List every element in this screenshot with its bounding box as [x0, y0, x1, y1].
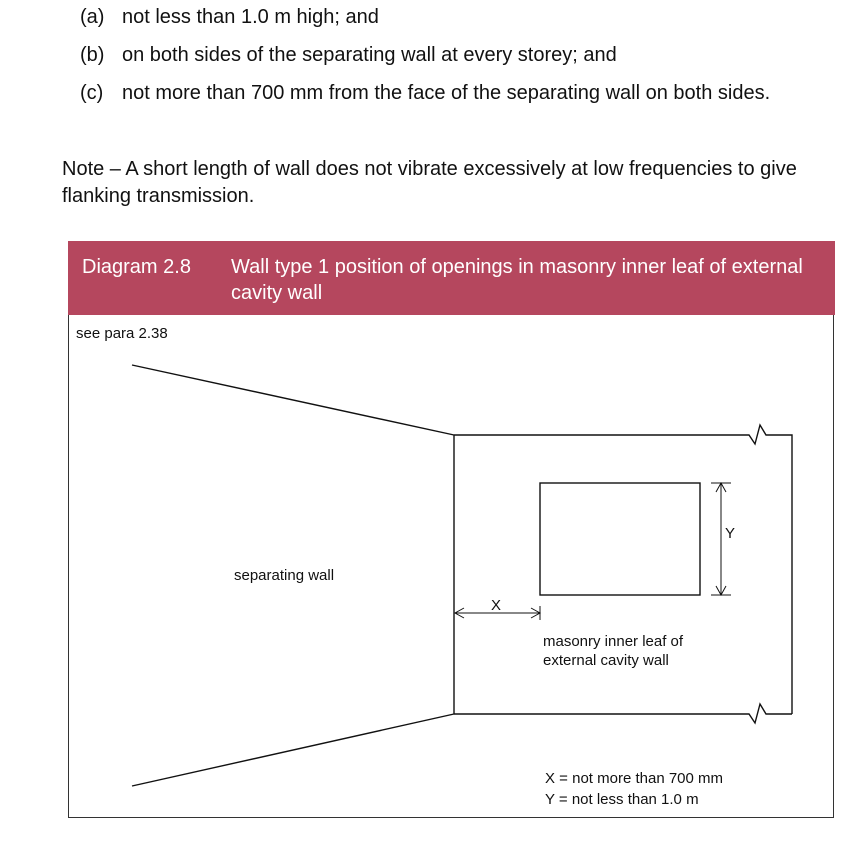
- x-dimension-label: X: [491, 597, 502, 614]
- para-reference: see para 2.38: [76, 325, 168, 342]
- note-paragraph: Note – A short length of wall does not vibrate excessively at low frequencies to give flanking transmission.: [62, 158, 797, 207]
- list-marker: (b): [80, 44, 105, 66]
- lower-splay-line: [132, 714, 454, 786]
- y-dimension-label: Y: [725, 525, 736, 542]
- inner-leaf-label: masonry inner leaf of external cavity wall: [543, 633, 684, 669]
- legend-y: Y = not less than 1.0 m: [545, 791, 699, 808]
- list-marker: (a): [80, 6, 105, 28]
- opening-rectangle: [540, 483, 700, 595]
- inner-leaf-bottom-edge: [454, 704, 792, 723]
- list-text: not less than 1.0 m high; and: [122, 6, 379, 28]
- upper-splay-line: [132, 365, 454, 435]
- diagram-title: Wall type 1 position of openings in masonry inner leaf of external cavity wall: [231, 256, 803, 304]
- diagram-number: Diagram 2.8: [82, 256, 191, 278]
- list-text: not more than 700 mm from the face of the separating wall on both sides.: [122, 82, 771, 104]
- list-marker: (c): [80, 82, 104, 104]
- inner-leaf-top-edge: [454, 425, 792, 714]
- legend-x: X = not more than 700 mm: [545, 770, 724, 787]
- separating-wall-label: separating wall: [234, 567, 335, 584]
- list-text: on both sides of the separating wall at every storey; and: [122, 44, 617, 66]
